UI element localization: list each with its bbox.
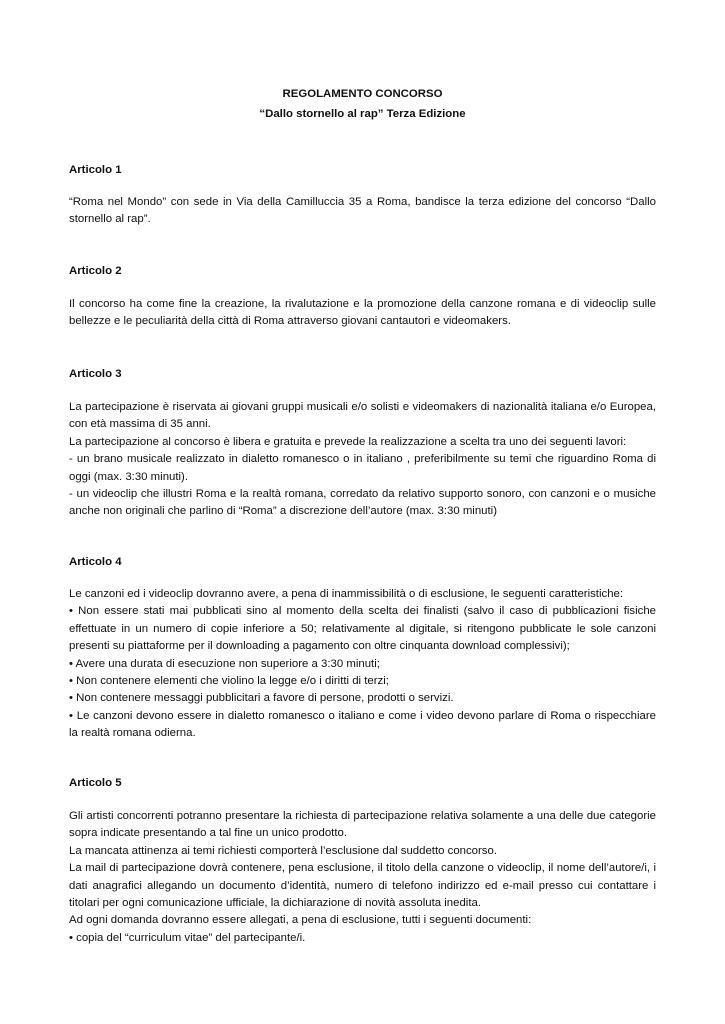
article-1-body bbox=[69, 194, 656, 229]
article-2-paragraph-1: Il concorso ha come fine la creazione, la rivalutazione e la promozione della canzone romana e di videoclip sulle bellezze e le peculiarità della città di Roma attraverso giovani cantautori e videomakers. bbox=[69, 298, 656, 328]
article-4-paragraph-1: Le canzoni ed i videoclip dovranno avere, a pena di inammissibilità o di esclusione, le seguenti caratteristiche: bbox=[69, 588, 624, 600]
article-5-paragraph-1: Gli artisti concorrenti potranno presentare la richiesta di partecipazione relativa solamente a una delle due categorie sopra indicate presentando a tal fine un unico prodotto. bbox=[69, 810, 656, 840]
article-3-body bbox=[69, 399, 656, 521]
title-block bbox=[0, 84, 725, 124]
article-1-paragraph-1: “Roma nel Mondo” con sede in Via della Camilluccia 35 a Roma, bandisce la terza edizione del concorso “Dallo stornello al rap”. bbox=[69, 196, 656, 226]
article-4-paragraph-5: • Non contenere messaggi pubblicitari a favore di persone, prodotti o servizi. bbox=[69, 692, 454, 705]
article-1-heading: Articolo 1 bbox=[69, 164, 122, 176]
article-4-paragraph-6: • Le canzoni devono essere in dialetto romanesco o italiano e come i video devono parlare di Roma o rispecchiare la realtà romana odierna. bbox=[69, 709, 656, 740]
document-title: REGOLAMENTO CONCORSO bbox=[282, 88, 443, 100]
article-5-paragraph-5: • copia del “curriculum vitae” del partecipante/i. bbox=[69, 931, 306, 944]
article-3-heading: Articolo 3 bbox=[69, 368, 122, 380]
article-3-paragraph-2: La partecipazione al concorso è libera e gratuita e prevede la realizzazione a scelta tra uno dei seguenti lavori: bbox=[69, 435, 627, 448]
document-subtitle: “Dallo stornello al rap” Terza Edizione bbox=[259, 108, 466, 120]
article-5-body bbox=[69, 808, 656, 947]
article-4-heading: Articolo 4 bbox=[69, 556, 122, 568]
article-3-paragraph-4: - un videoclip che illustri Roma e la realtà romana, corredato da relativo supporto sonoro, con canzoni e o musiche anche non originali che parlino di “Roma” a discrezione dell’autore (max. 3:30 minuti) bbox=[69, 488, 656, 518]
article-5-heading: Articolo 5 bbox=[69, 777, 122, 789]
article-5-paragraph-4: Ad ogni domanda dovranno essere allegati, a pena di esclusione, tutti i seguenti documenti: bbox=[69, 914, 532, 927]
article-4-body bbox=[69, 586, 656, 743]
article-5-paragraph-3: La mail di partecipazione dovrà contenere, pena esclusione, il titolo della canzone o videoclip, il nome dell’autore/i, i dati anagrafici allegando un documento d’identità, numero di telefono indirizzo ed e-mail presso cui contattare i titolari per ogni comunicazione ufficiale, la dichiarazione di novità assoluta inedita. bbox=[69, 862, 656, 910]
article-4-paragraph-3: • Avere una durata di esecuzione non superiore a 3:30 minuti; bbox=[69, 657, 380, 670]
article-4-paragraph-2: • Non essere stati mai pubblicati sino al momento della scelta dei finalisti (salvo il caso di pubblicazioni fisiche effettuate in un numero di copie inferiore a 50; relativamente al digitale, si ritengono pubblicate le sole canzoni presenti su piattaforme per il downloading a pagamento con oltre cinquanta download complessivi); bbox=[69, 605, 656, 653]
article-4-paragraph-4: • Non contenere elementi che violino la legge e/o i diritti di terzi; bbox=[69, 675, 389, 688]
article-2-heading: Articolo 2 bbox=[69, 265, 122, 277]
article-2-body bbox=[69, 296, 656, 331]
article-3-paragraph-3: - un brano musicale realizzato in dialetto romanesco o in italiano , preferibilmente su temi che riguardino Roma di oggi (max. 3:30 minuti). bbox=[69, 453, 656, 483]
article-5-paragraph-2: La mancata attinenza ai temi richiesti comporterà l’esclusione dal suddetto concorso. bbox=[69, 844, 498, 857]
article-3-paragraph-1: La partecipazione è riservata ai giovani gruppi musicali e/o solisti e videomakers di nazionalità italiana e/o Europea, con età massima di 35 anni. bbox=[69, 401, 656, 431]
